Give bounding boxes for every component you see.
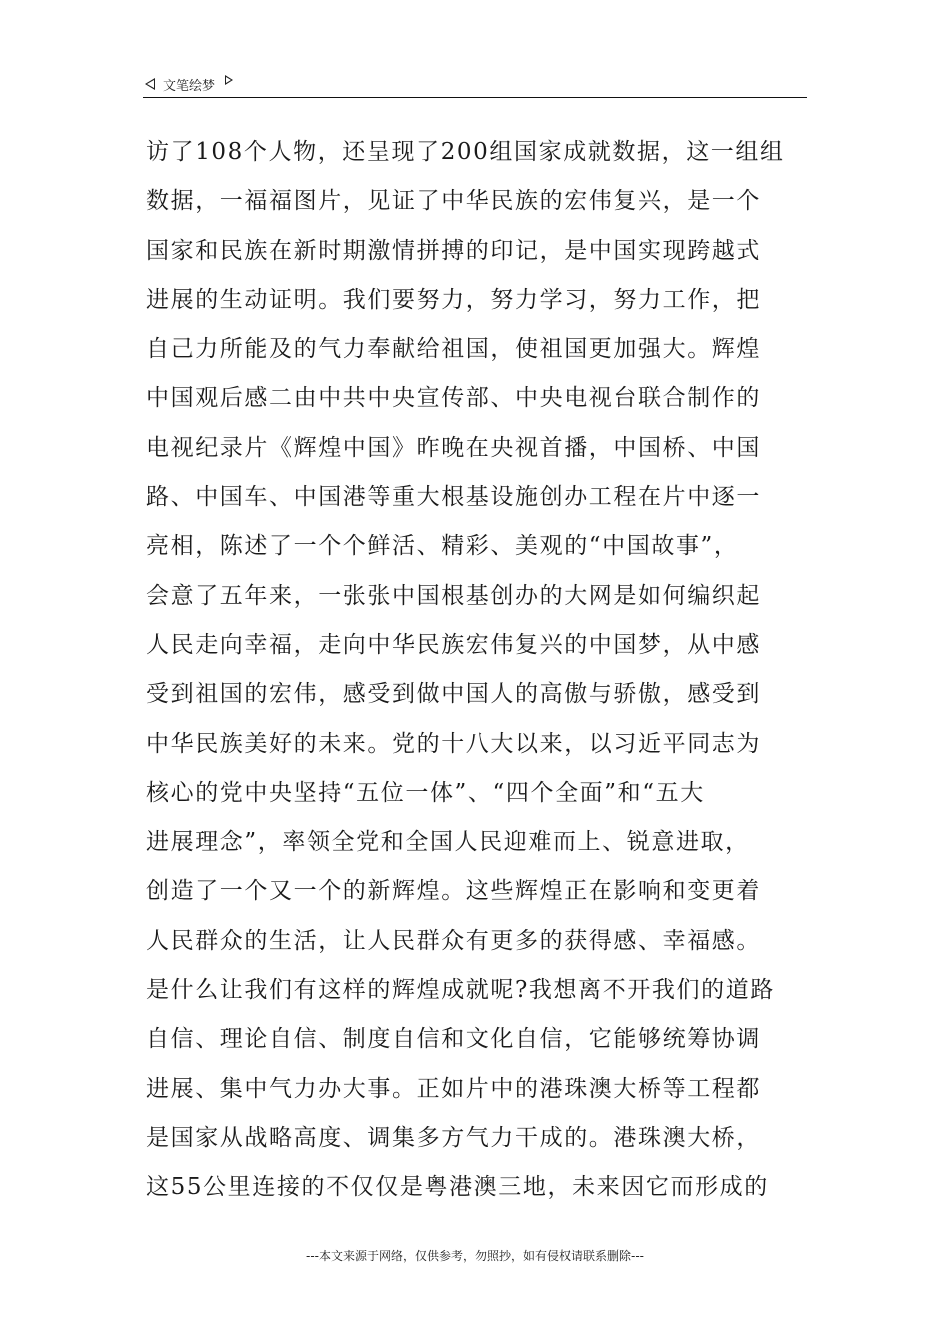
- triangle-left-outline-icon: [145, 78, 155, 90]
- body-line: 中华民族美好的未来。党的十八大以来，以习近平同志为: [146, 730, 761, 757]
- body-line: 是什么让我们有这样的辉煌成就呢?我想离不开我们的道路: [146, 977, 775, 1004]
- body-line: 中国观后感二由中共中央宣传部、中央电视台联合制作的: [146, 385, 761, 412]
- body-line: 进展、集中气力办大事。正如片中的港珠澳大桥等工程都: [146, 1075, 761, 1102]
- body-line: 路、中国车、中国港等重大根基设施创办工程在片中逐一: [146, 484, 761, 511]
- body-line: 亮相，陈述了一个个鲜活、精彩、美观的“中国故事”，: [146, 533, 739, 560]
- body-line: 是国家从战略高度、调集多方气力干成的。港珠澳大桥，: [146, 1124, 761, 1151]
- body-line: 人民走向幸福，走向中华民族宏伟复兴的中国梦，从中感: [146, 631, 761, 658]
- body-line: 核心的党中央坚持“五位一体”、“四个全面”和“五大: [146, 779, 705, 806]
- body-line: 自信、理论自信、制度自信和文化自信，它能够统筹协调: [146, 1026, 761, 1053]
- page-footer-disclaimer: ---本文来源于网络，仅供参考，勿照抄，如有侵权请联系删除---: [306, 1249, 644, 1263]
- body-line: 会意了五年来，一张张中国根基创办的大网是如何编织起: [146, 582, 761, 609]
- triangle-right-outline-icon: [225, 75, 233, 85]
- body-line: 电视纪录片《辉煌中国》昨晚在央视首播，中国桥、中国: [146, 434, 761, 461]
- body-line: 数据，一福福图片，见证了中华民族的宏伟复兴，是一个: [146, 188, 761, 215]
- body-line: 自己力所能及的气力奉献给祖国，使祖国更加强大。辉煌: [146, 336, 761, 363]
- page-header: [145, 72, 233, 96]
- document-body: [146, 128, 810, 1213]
- body-line: 受到祖国的宏伟，感受到做中国人的高傲与骄傲，感受到: [146, 681, 761, 708]
- body-line: 访了108个人物，还呈现了200组国家成就数据，这一组组: [146, 139, 785, 165]
- header-divider: [143, 97, 807, 98]
- body-line: 人民群众的生活，让人民群众有更多的获得感、幸福感。: [146, 927, 761, 954]
- header-title: 文笔绘梦: [163, 78, 216, 94]
- body-line: 这55公里连接的不仅仅是粤港澳三地，未来因它而形成的: [146, 1174, 769, 1201]
- body-line: 创造了一个又一个的新辉煌。这些辉煌正在影响和变更着: [146, 878, 761, 905]
- body-line: 国家和民族在新时期激情拼搏的印记，是中国实现跨越式: [146, 237, 761, 264]
- body-line: 进展的生动证明。我们要努力，努力学习，努力工作，把: [146, 286, 761, 313]
- body-line: 进展理念”，率领全党和全国人民迎难而上、锐意进取，: [146, 829, 750, 856]
